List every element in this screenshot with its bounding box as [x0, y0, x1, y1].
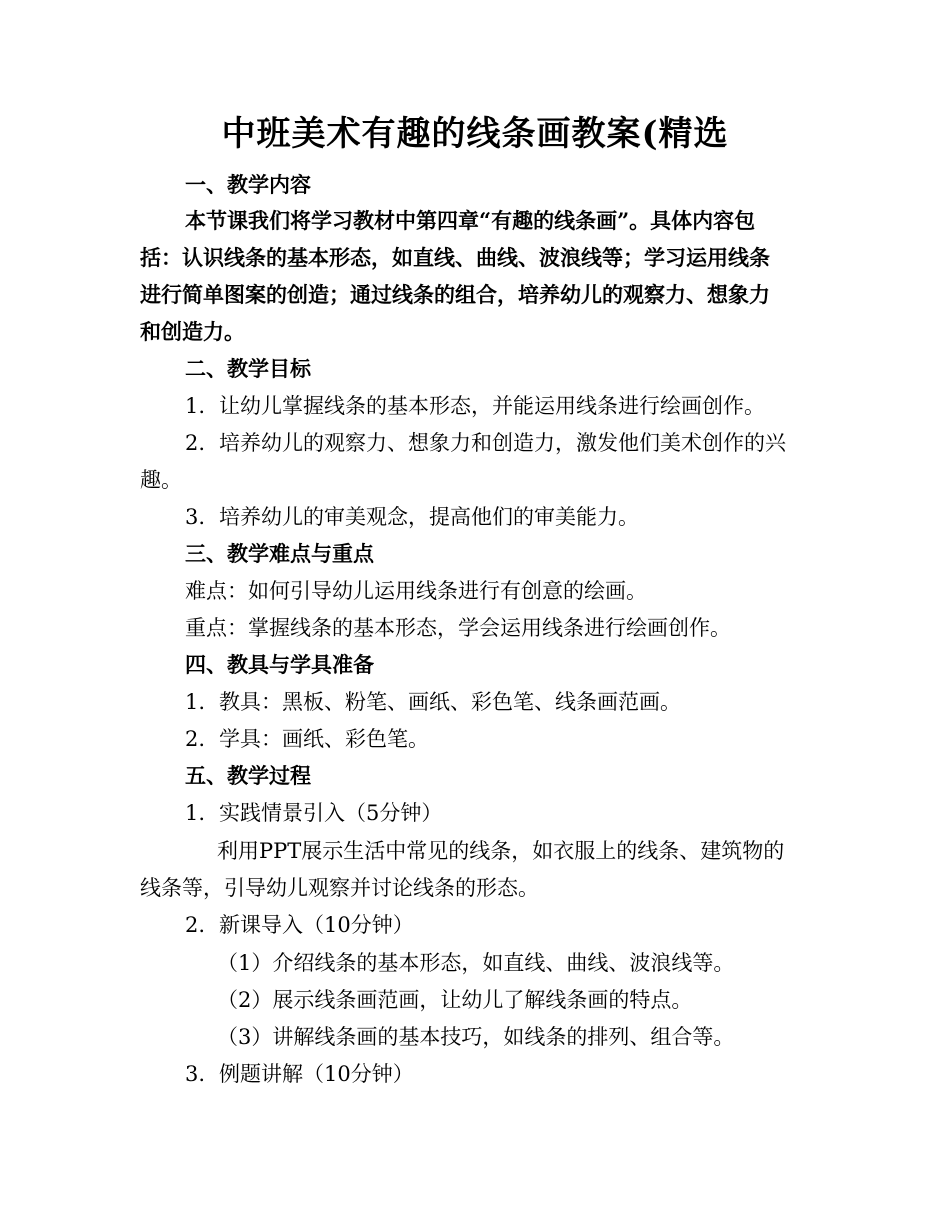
- list-item: [185, 502, 639, 532]
- list-item-text: 培养幼儿的审美观念，提高他们的审美能力。: [219, 505, 639, 529]
- key-point-line: 重点：掌握线条的基本形态，学会运用线条进行绘画创作。: [185, 616, 731, 640]
- paragraph-line: 线条等，引导幼儿观察并讨论线条的形态。: [140, 876, 539, 900]
- list-item-text: 实践情景引入（5分钟）: [219, 801, 443, 825]
- list-item-number: 2.: [185, 727, 206, 751]
- list-item-continuation: 趣。: [140, 468, 182, 492]
- section-heading-materials: 四、教具与学具准备: [185, 652, 374, 677]
- difficulty-line: 难点：如何引导幼儿运用线条进行有创意的绘画。: [185, 579, 647, 603]
- paragraph-line: 和创造力。: [140, 319, 245, 344]
- paragraph-line: 括：认识线条的基本形态，如直线、曲线、波浪线等；学习运用线条: [140, 245, 770, 270]
- list-item-number: 1.: [185, 394, 206, 418]
- document-title: 中班美术有趣的线条画教案(精选: [221, 114, 729, 154]
- paragraph-line: 进行简单图案的创造；通过线条的组合，培养幼儿的观察力、想象力: [140, 282, 770, 307]
- list-item-text: 学具：画纸、彩色笔。: [219, 727, 429, 751]
- list-item: [185, 1059, 414, 1089]
- section-heading-objectives: 二、教学目标: [185, 356, 311, 381]
- list-item-number: 1.: [185, 801, 206, 825]
- list-item-number: 1.: [185, 690, 206, 714]
- list-item: [185, 391, 765, 421]
- sub-item: （3）讲解线条画的基本技巧，如线条的排列、组合等。: [217, 1025, 735, 1049]
- section-heading-content: 一、教学内容: [185, 172, 311, 197]
- list-item-text: 新课导入（10分钟）: [219, 913, 414, 937]
- list-item-number: 3.: [185, 1062, 206, 1086]
- list-item-number: 3.: [185, 505, 206, 529]
- sub-item: （1）介绍线条的基本形态，如直线、曲线、波浪线等。: [217, 951, 735, 975]
- list-item-text: 让幼儿掌握线条的基本形态，并能运用线条进行绘画创作。: [219, 394, 765, 418]
- paragraph-line: 利用PPT展示生活中常见的线条，如衣服上的线条、建筑物的: [217, 839, 785, 863]
- list-item: [185, 724, 429, 754]
- sub-item: （2）展示线条画范画，让幼儿了解线条画的特点。: [217, 988, 693, 1012]
- list-item-text: 教具：黑板、粉笔、画纸、彩色笔、线条画范画。: [219, 690, 681, 714]
- section-heading-difficulty: 三、教学难点与重点: [185, 541, 374, 566]
- list-item: [185, 798, 442, 828]
- list-item-number: 2.: [185, 431, 206, 455]
- list-item: [185, 687, 681, 717]
- list-item: [185, 428, 786, 458]
- list-item-number: 2.: [185, 913, 206, 937]
- list-item: [185, 910, 414, 940]
- list-item-text: 例题讲解（10分钟）: [219, 1062, 414, 1086]
- section-heading-process: 五、教学过程: [185, 763, 311, 788]
- paragraph-line: 本节课我们将学习教材中第四章“有趣的线条画”。具体内容包: [185, 208, 756, 233]
- list-item-text: 培养幼儿的观察力、想象力和创造力，激发他们美术创作的兴: [219, 431, 786, 455]
